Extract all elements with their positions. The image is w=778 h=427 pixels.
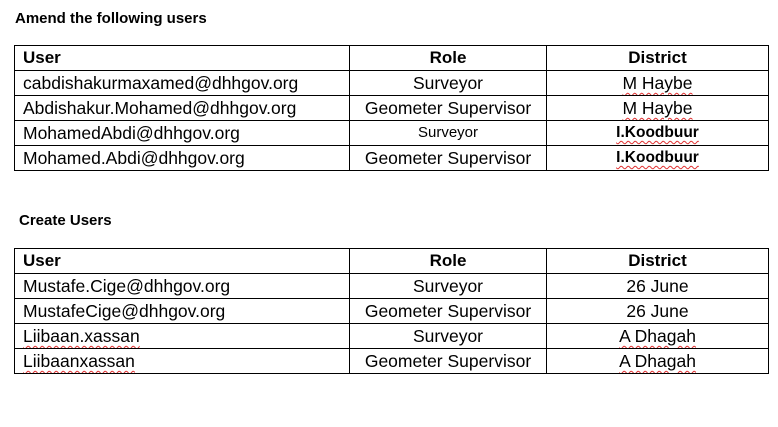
district-value: I.Koodbuur	[616, 149, 699, 166]
table-row	[15, 349, 769, 374]
role-cell: Surveyor	[350, 121, 547, 146]
district-cell	[547, 324, 769, 349]
district-value: I.Koodbuur	[616, 124, 699, 141]
table-row	[15, 71, 769, 96]
user-cell: MustafeCige@dhhgov.org	[15, 299, 350, 324]
user-value: Liibaanxassan	[23, 351, 135, 371]
user-cell	[15, 349, 350, 374]
role-cell: Surveyor	[350, 274, 547, 299]
district-column-header: District	[547, 46, 769, 71]
district-column-header: District	[547, 249, 769, 274]
table-row	[15, 299, 769, 324]
amend-heading: Amend the following users	[15, 10, 207, 27]
create-users-table	[14, 248, 769, 374]
table-row	[15, 146, 769, 171]
district-cell	[547, 146, 769, 171]
district-value: M Haybe	[622, 73, 693, 93]
user-cell: Mustafe.Cige@dhhgov.org	[15, 274, 350, 299]
user-cell: Abdishakur.Mohamed@dhhgov.org	[15, 96, 350, 121]
district-value: M Haybe	[622, 98, 693, 118]
district-cell	[547, 349, 769, 374]
table-header-row	[15, 249, 769, 274]
role-cell: Geometer Supervisor	[350, 96, 547, 121]
district-value: A Dhagah	[619, 351, 696, 371]
user-cell: cabdishakurmaxamed@dhhgov.org	[15, 71, 350, 96]
table-row	[15, 324, 769, 349]
table-row	[15, 96, 769, 121]
district-value: A Dhagah	[619, 326, 696, 346]
district-cell: 26 June	[547, 299, 769, 324]
district-cell	[547, 96, 769, 121]
user-value: Liibaan.xassan	[23, 326, 140, 346]
role-column-header: Role	[350, 46, 547, 71]
user-column-header: User	[15, 46, 350, 71]
role-cell: Geometer Supervisor	[350, 146, 547, 171]
district-cell: 26 June	[547, 274, 769, 299]
role-cell: Surveyor	[350, 324, 547, 349]
role-cell: Geometer Supervisor	[350, 299, 547, 324]
role-cell: Surveyor	[350, 71, 547, 96]
table-row	[15, 121, 769, 146]
user-column-header: User	[15, 249, 350, 274]
role-column-header: Role	[350, 249, 547, 274]
user-cell	[15, 324, 350, 349]
create-heading: Create Users	[19, 212, 112, 229]
district-cell	[547, 121, 769, 146]
table-header-row	[15, 46, 769, 71]
user-cell: MohamedAbdi@dhhgov.org	[15, 121, 350, 146]
user-cell: Mohamed.Abdi@dhhgov.org	[15, 146, 350, 171]
role-cell: Geometer Supervisor	[350, 349, 547, 374]
table-row	[15, 274, 769, 299]
district-cell	[547, 71, 769, 96]
amend-users-table	[14, 45, 769, 171]
